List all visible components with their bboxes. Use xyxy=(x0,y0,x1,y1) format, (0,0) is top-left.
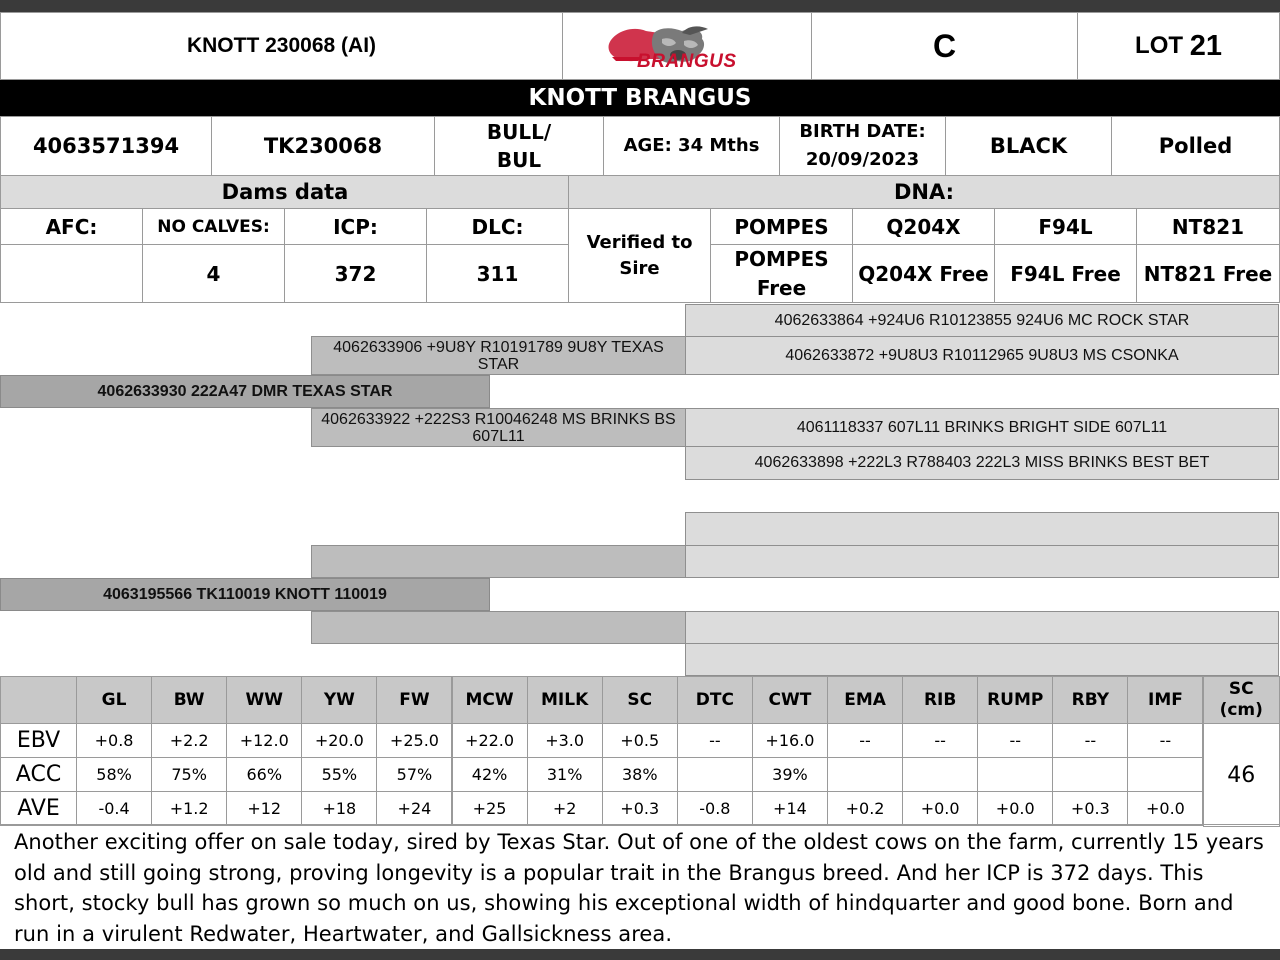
ebv-cell: +22.0 xyxy=(452,723,528,758)
ebv-cell: 38% xyxy=(602,757,678,792)
no-calves-value xyxy=(142,244,285,303)
color-cell xyxy=(945,116,1112,176)
sex-line-1: BULL/ xyxy=(486,120,552,144)
sex-cell xyxy=(434,116,604,176)
no-calves-label xyxy=(142,208,285,245)
dna-result-q204x-text: Q204X Free xyxy=(858,261,989,286)
pedigree-dds xyxy=(685,611,1279,644)
lot-cell xyxy=(1077,12,1280,80)
verified-line-1: Verified to xyxy=(586,231,693,253)
ebv-cell: +0.8 xyxy=(76,723,152,758)
afc-label xyxy=(0,208,143,245)
ebv-cell xyxy=(902,757,978,792)
ebv-cell: +2.2 xyxy=(151,723,227,758)
sc-head-line-1: SC xyxy=(1228,679,1254,699)
dna-test-nt821 xyxy=(1136,208,1280,245)
ebv-cell: 55% xyxy=(301,757,377,792)
brangus-logo xyxy=(562,12,812,80)
lot-number: 21 xyxy=(1189,29,1222,62)
ebv-col-ww: WW xyxy=(226,676,302,724)
animal-tag xyxy=(211,116,435,176)
animal-id xyxy=(0,116,212,176)
ebv-col-imf: IMF xyxy=(1127,676,1203,724)
dna-test-f94l xyxy=(994,208,1137,245)
dna-result-nt821 xyxy=(1136,244,1280,303)
ebv-cell: +14 xyxy=(752,791,828,826)
ebv-row-label-acc: ACC xyxy=(0,757,77,792)
dlc-label xyxy=(426,208,569,245)
color-text: BLACK xyxy=(989,134,1068,158)
animal-name xyxy=(0,12,563,80)
dna-test-q204x-text: Q204X xyxy=(886,214,961,239)
pedigree-sdd xyxy=(685,446,1279,480)
ebv-corner xyxy=(0,676,77,724)
ebv-cell: +24 xyxy=(376,791,452,826)
dlc-label-text: DLC: xyxy=(471,214,524,239)
ebv-row-label-ebv: EBV xyxy=(0,723,77,758)
icp-label-text: ICP: xyxy=(333,214,378,239)
dlc-value-text: 311 xyxy=(476,261,519,286)
ebv-cell: -- xyxy=(677,723,753,758)
dna-test-pompes-text: POMPES xyxy=(734,214,829,239)
pedigree-dam-dam xyxy=(311,611,686,644)
dna-test-q204x xyxy=(852,208,995,245)
ebv-col-sc: SC xyxy=(602,676,678,724)
dna-result-pompes-text: POMPES Free xyxy=(734,246,829,300)
ebv-cell: +0.0 xyxy=(1127,791,1203,826)
pedigree-sire-dam-text: 4062633922 +222S3 R10046248 MS BRINKS BS 607L11 xyxy=(321,410,676,445)
dna-header xyxy=(568,175,1280,209)
ebv-cell: +0.2 xyxy=(827,791,903,826)
pedigree-ssd-text: 4062633872 +9U8U3 R10112965 9U8U3 MS CSONKA xyxy=(785,346,1179,364)
pedigree-ssd xyxy=(685,336,1279,375)
ebv-cell: +25 xyxy=(452,791,528,826)
dna-result-q204x xyxy=(852,244,995,303)
animal-id-text: 4063571394 xyxy=(32,134,180,158)
dna-test-nt821-text: NT821 xyxy=(1171,214,1245,239)
pedigree-dss xyxy=(685,512,1279,546)
logo-wordmark: BRANGUS xyxy=(637,51,737,72)
ebv-cell: 39% xyxy=(752,757,828,792)
ebv-cell: +0.3 xyxy=(1052,791,1128,826)
dna-result-f94l xyxy=(994,244,1137,303)
ebv-col-milk: MILK xyxy=(527,676,603,724)
pedigree-sds-text: 4061118337 607L11 BRINKS BRIGHT SIDE 607L11 xyxy=(796,418,1168,436)
lot-label: LOT xyxy=(1135,32,1184,59)
horn-cell xyxy=(1111,116,1280,176)
ebv-col-bw: BW xyxy=(151,676,227,724)
ebv-cell: +2 xyxy=(527,791,603,826)
ebv-table xyxy=(0,676,1280,825)
ebv-cell: +12.0 xyxy=(226,723,302,758)
grade-value: C xyxy=(932,27,957,64)
ebv-col-ema: EMA xyxy=(827,676,903,724)
pedigree-sdd-text: 4062633898 +222L3 R788403 222L3 MISS BRINKS BEST BET xyxy=(754,454,1210,471)
ebv-cell: +18 xyxy=(301,791,377,826)
ebv-cell: 66% xyxy=(226,757,302,792)
breeder-banner xyxy=(0,80,1280,116)
ebv-cell: -- xyxy=(1127,723,1203,758)
afc-label-text: AFC: xyxy=(45,214,98,239)
ebv-cell xyxy=(977,757,1053,792)
ebv-cell: -- xyxy=(827,723,903,758)
ebv-cell: +0.3 xyxy=(602,791,678,826)
ebv-cell: +0.0 xyxy=(902,791,978,826)
age-text: AGE: 34 Mths xyxy=(623,135,760,156)
dna-title: DNA: xyxy=(893,180,955,204)
ebv-cell: 75% xyxy=(151,757,227,792)
ebv-cell: 31% xyxy=(527,757,603,792)
ebv-cell: +25.0 xyxy=(376,723,452,758)
no-calves-value-text: 4 xyxy=(206,261,221,286)
ebv-col-dtc: DTC xyxy=(677,676,753,724)
dna-result-nt821-text: NT821 Free xyxy=(1143,261,1273,286)
ebv-cell xyxy=(1052,757,1128,792)
pedigree-dsd xyxy=(685,545,1279,578)
horn-text: Polled xyxy=(1158,134,1233,158)
dna-test-pompes xyxy=(710,208,853,245)
icp-label xyxy=(284,208,427,245)
verified-to-sire xyxy=(568,208,711,303)
ebv-cell: -0.8 xyxy=(677,791,753,826)
birth-date-label: BIRTH DATE: xyxy=(799,121,926,142)
ebv-row-label-ave: AVE xyxy=(0,791,77,826)
ebv-cell: +1.2 xyxy=(151,791,227,826)
sc-head-line-2: (cm) xyxy=(1219,700,1263,720)
pedigree-sire-sire xyxy=(311,336,686,375)
ebv-cell: +3.0 xyxy=(527,723,603,758)
top-frame-bar xyxy=(0,0,1280,12)
birth-date-cell xyxy=(779,116,946,176)
dna-test-f94l-text: F94L xyxy=(1038,214,1093,239)
breeder-name: KNOTT BRANGUS xyxy=(528,85,752,111)
pedigree-sss xyxy=(685,304,1279,337)
ebv-cell: -- xyxy=(1052,723,1128,758)
ebv-cell: +16.0 xyxy=(752,723,828,758)
ebv-cell: +0.5 xyxy=(602,723,678,758)
pedigree-sire-dam xyxy=(311,408,686,447)
grade-cell xyxy=(811,12,1078,80)
ebv-col-cwt: CWT xyxy=(752,676,828,724)
pedigree-sire-text: 4062633930 222A47 DMR TEXAS STAR xyxy=(97,382,393,400)
sex-line-2: BUL xyxy=(496,148,542,172)
ebv-cell: 57% xyxy=(376,757,452,792)
ebv-cell: 42% xyxy=(452,757,528,792)
birth-date-value: 20/09/2023 xyxy=(805,149,920,170)
icp-value xyxy=(284,244,427,303)
dna-result-f94l-text: F94L Free xyxy=(1010,261,1121,286)
animal-tag-text: TK230068 xyxy=(263,134,383,158)
pedigree-sss-text: 4062633864 +924U6 R10123855 924U6 MC ROCK STAR xyxy=(774,311,1190,329)
bottom-frame-bar xyxy=(0,949,1280,960)
ebv-col-yw: YW xyxy=(301,676,377,724)
ebv-col-fw: FW xyxy=(376,676,452,724)
pedigree-sire-sire-text: 4062633906 +9U8Y R10191789 9U8Y TEXAS STAR xyxy=(333,338,664,373)
icp-value-text: 372 xyxy=(334,261,377,286)
ebv-cell xyxy=(677,757,753,792)
ebv-cell xyxy=(827,757,903,792)
pedigree-ddd xyxy=(685,643,1279,676)
dna-result-pompes xyxy=(710,244,853,303)
sc-cm-value: 46 xyxy=(1203,723,1280,827)
ebv-cell: +20.0 xyxy=(301,723,377,758)
lot-description-text: Another exciting offer on sale today, sired by Texas Star. Out of one of the oldest cows on the farm, currently 15 years old and still going strong, proving longevity is a popular trait in the Brangus breed. And her ICP is 372 days. This short, stocky bull has grown so much on us, showing his exceptional width of hindquarter and good bone. Born and run in a virulent Redwater, Heartwater, and Gallsickness area. xyxy=(14,830,1264,946)
ebv-cell xyxy=(1127,757,1203,792)
ebv-cell: +0.0 xyxy=(977,791,1053,826)
afc-value xyxy=(0,244,143,303)
pedigree-sire xyxy=(0,375,490,408)
dlc-value xyxy=(426,244,569,303)
pedigree-dam-text: 4063195566 TK110019 KNOTT 110019 xyxy=(103,585,387,603)
verified-line-2: Sire xyxy=(619,257,660,279)
ebv-col-rib: RIB xyxy=(902,676,978,724)
pedigree-dam xyxy=(0,578,490,611)
ebv-col-rby: RBY xyxy=(1052,676,1128,724)
age-cell xyxy=(603,116,780,176)
ebv-col-rump: RUMP xyxy=(977,676,1053,724)
ebv-cell: -- xyxy=(902,723,978,758)
animal-name-text: KNOTT 230068 (AI) xyxy=(186,34,377,57)
no-calves-label-text: NO CALVES: xyxy=(157,216,270,237)
pedigree-sds xyxy=(685,408,1279,447)
ebv-col-mcw: MCW xyxy=(452,676,528,724)
lot-description xyxy=(0,824,1280,949)
ebv-cell: -0.4 xyxy=(76,791,152,826)
ebv-cell: 58% xyxy=(76,757,152,792)
ebv-col-gl: GL xyxy=(76,676,152,724)
pedigree-dam-sire xyxy=(311,545,686,578)
ebv-cell: -- xyxy=(977,723,1053,758)
dams-data-title: Dams data xyxy=(221,180,349,204)
ebv-col-sc-cm xyxy=(1203,676,1280,724)
ebv-cell: +12 xyxy=(226,791,302,826)
dams-data-header xyxy=(0,175,570,209)
